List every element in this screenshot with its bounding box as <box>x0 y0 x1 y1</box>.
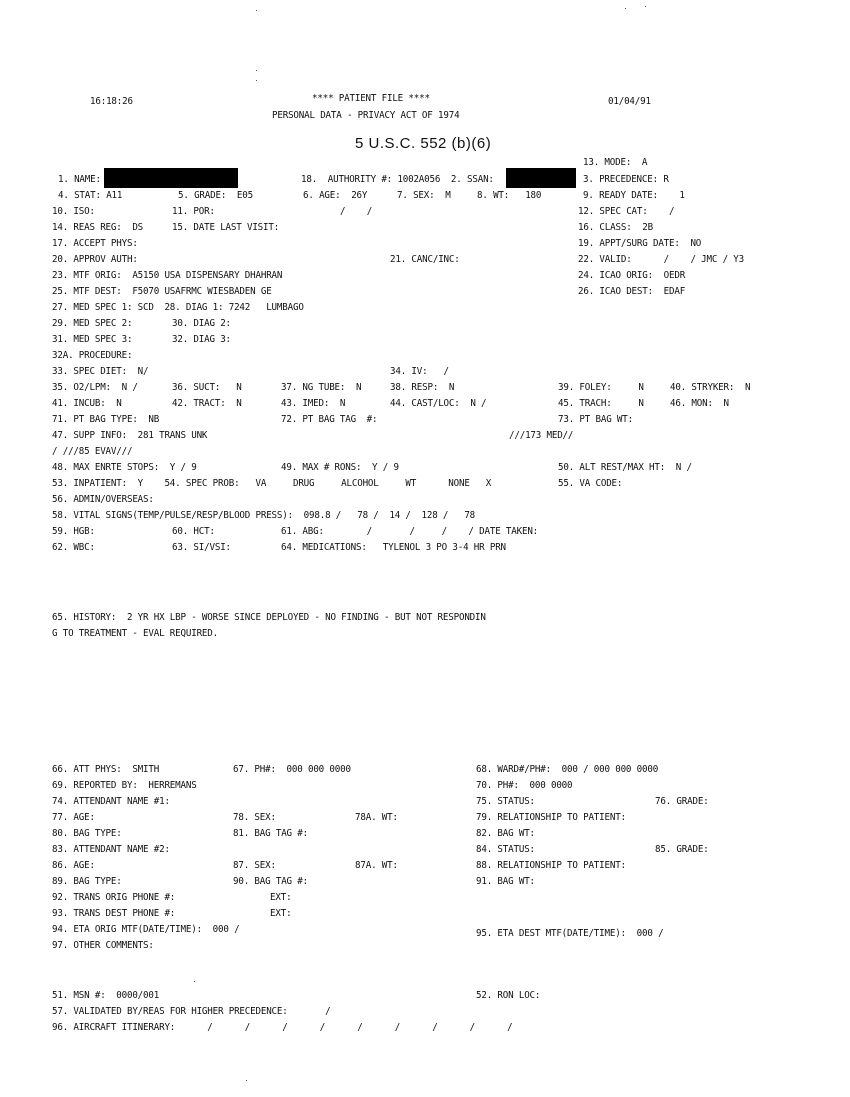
field-19-appt-surg-date: 19. APPT/SURG DATE: NO <box>578 238 702 249</box>
field-61-abg: 61. ABG: / / / / DATE TAKEN: <box>281 526 539 537</box>
field-11-por: 11. POR: <box>172 206 215 217</box>
field-59-hgb: 59. HGB: <box>52 526 95 537</box>
field-92-ext: EXT: <box>270 892 292 903</box>
field-10-slashes: / / <box>340 206 373 217</box>
field-87a-wt: 87A. WT: <box>355 860 398 871</box>
field-13-mode: 13. MODE: A <box>583 157 648 168</box>
scan-speck <box>246 1080 247 1081</box>
field-40-stryker: 40. STRYKER: N <box>670 382 751 393</box>
field-84-status: 84. STATUS: <box>476 844 535 855</box>
field-36-suct: 36. SUCT: N <box>172 382 242 393</box>
field-55-va-code: 55. VA CODE: <box>558 478 623 489</box>
field-20-approv-auth: 20. APPROV AUTH: <box>52 254 138 265</box>
field-77-age: 77. AGE: <box>52 812 95 823</box>
field-78-sex: 78. SEX: <box>233 812 276 823</box>
field-69-reported-by: 69. REPORTED BY: HERREMANS <box>52 780 197 791</box>
scan-speck <box>645 6 646 7</box>
field-8-wt: 8. WT: 180 <box>477 190 542 201</box>
field-30-diag-2: 30. DIAG 2: <box>172 318 231 329</box>
field-96-aircraft-itinerary: 96. AIRCRAFT ITINERARY: / / / / / / / / / <box>52 1022 513 1033</box>
field-32a-procedure: 32A. PROCEDURE: <box>52 350 133 361</box>
field-27-med-spec-1: 27. MED SPEC 1: SCD 28. DIAG 1: 7242 LUMBAGO <box>52 302 304 313</box>
field-31-med-spec-3: 31. MED SPEC 3: <box>52 334 133 345</box>
field-76-grade: 76. GRADE: <box>655 796 709 807</box>
field-89-bag-type: 89. BAG TYPE: <box>52 876 122 887</box>
field-53-inpatient: 53. INPATIENT: Y 54. SPEC PROB: VA DRUG ALCOHOL WT NONE X <box>52 478 492 489</box>
field-33-spec-diet: 33. SPEC DIET: N/ <box>52 366 149 377</box>
privacy-notice: PERSONAL DATA - PRIVACY ACT OF 1974 <box>272 110 460 121</box>
report-date: 01/04/91 <box>608 96 651 107</box>
field-83-attendant-name-2: 83. ATTENDANT NAME #2: <box>52 844 170 855</box>
field-72-pt-bag-tag: 72. PT BAG TAG #: <box>281 414 378 425</box>
field-50-alt-rest: 50. ALT REST/MAX HT: N / <box>558 462 692 473</box>
field-93-trans-dest-phone: 93. TRANS DEST PHONE #: <box>52 908 176 919</box>
field-4-stat: 4. STAT: A11 <box>58 190 123 201</box>
name-redaction <box>104 168 238 188</box>
field-85-grade: 85. GRADE: <box>655 844 709 855</box>
field-65-history-cont: G TO TREATMENT - EVAL REQUIRED. <box>52 628 219 639</box>
field-82-bag-wt: 82. BAG WT: <box>476 828 535 839</box>
field-43-imed: 43. IMED: N <box>281 398 346 409</box>
field-64-medications: 64. MEDICATIONS: TYLENOL 3 PO 3-4 HR PRN <box>281 542 506 553</box>
field-21-canc-inc: 21. CANC/INC: <box>390 254 460 265</box>
field-97-other-comments: 97. OTHER COMMENTS: <box>52 940 154 951</box>
field-48-max-enrte-stops: 48. MAX ENRTE STOPS: Y / 9 <box>52 462 197 473</box>
field-78a-wt: 78A. WT: <box>355 812 398 823</box>
field-79-relationship: 79. RELATIONSHIP TO PATIENT: <box>476 812 626 823</box>
field-25-mtf-dest: 25. MTF DEST: F5070 USAFRMC WIESBADEN GE <box>52 286 272 297</box>
report-title: **** PATIENT FILE **** <box>312 93 430 104</box>
field-49-max-rons: 49. MAX # RONS: Y / 9 <box>281 462 399 473</box>
field-42-tract: 42. TRACT: N <box>172 398 242 409</box>
field-63-si-vsi: 63. SI/VSI: <box>172 542 231 553</box>
field-32-diag-3: 32. DIAG 3: <box>172 334 231 345</box>
field-24-icao-orig: 24. ICAO ORIG: OEDR <box>578 270 686 281</box>
field-26-icao-dest: 26. ICAO DEST: EDAF <box>578 286 686 297</box>
scan-speck <box>256 70 257 71</box>
field-81-bag-tag: 81. BAG TAG #: <box>233 828 308 839</box>
field-17-accept-phys: 17. ACCEPT PHYS: <box>52 238 138 249</box>
field-52-ron-loc: 52. RON LOC: <box>476 990 541 1001</box>
report-time: 16:18:26 <box>90 96 133 107</box>
field-58-vital-signs: 58. VITAL SIGNS(TEMP/PULSE/RESP/BLOOD PRESS): 098.8 / 78 / 14 / 128 / 78 <box>52 510 476 521</box>
field-65-history: 65. HISTORY: 2 YR HX LBP - WORSE SINCE DEPLOYED - NO FINDING - BUT NOT RESPONDIN <box>52 612 486 623</box>
field-88-relationship: 88. RELATIONSHIP TO PATIENT: <box>476 860 626 871</box>
scan-speck <box>625 8 626 9</box>
field-16-class: 16. CLASS: 2B <box>578 222 653 233</box>
field-90-bag-tag: 90. BAG TAG #: <box>233 876 308 887</box>
field-1-name: 1. NAME: <box>58 174 101 185</box>
field-60-hct: 60. HCT: <box>172 526 215 537</box>
field-10-iso: 10. ISO: <box>52 206 95 217</box>
field-15-date-last-visit: 15. DATE LAST VISIT: <box>172 222 280 233</box>
field-37-ng-tube: 37. NG TUBE: N <box>281 382 362 393</box>
field-70-ph: 70. PH#: 000 0000 <box>476 780 573 791</box>
field-74-attendant-name-1: 74. ATTENDANT NAME #1: <box>52 796 170 807</box>
field-66-att-phys: 66. ATT PHYS: SMITH <box>52 764 160 775</box>
field-73-pt-bag-wt: 73. PT BAG WT: <box>558 414 633 425</box>
field-5-grade: 5. GRADE: E05 <box>178 190 253 201</box>
field-47-supp-info-cont2: / ///85 EVAV/// <box>52 446 133 457</box>
field-35-o2-lpm: 35. O2/LPM: N / <box>52 382 138 393</box>
field-56-admin-overseas: 56. ADMIN/OVERSEAS: <box>52 494 154 505</box>
scan-speck <box>194 981 195 982</box>
field-45-trach: 45. TRACH: N <box>558 398 644 409</box>
field-71-pt-bag-type: 71. PT BAG TYPE: NB <box>52 414 160 425</box>
field-14-reas-reg: 14. REAS REG: DS <box>52 222 144 233</box>
field-91-bag-wt: 91. BAG WT: <box>476 876 535 887</box>
field-18-authority: 18. AUTHORITY #: 1002A056 2. SSAN: <box>301 174 494 185</box>
field-75-status: 75. STATUS: <box>476 796 535 807</box>
field-94-eta-orig: 94. ETA ORIG MTF(DATE/TIME): 000 / <box>52 924 240 935</box>
field-57-validated-by: 57. VALIDATED BY/REAS FOR HIGHER PRECEDENCE: / <box>52 1006 331 1017</box>
field-95-eta-dest: 95. ETA DEST MTF(DATE/TIME): 000 / <box>476 928 664 939</box>
field-68-ward-ph: 68. WARD#/PH#: 000 / 000 000 0000 <box>476 764 659 775</box>
foia-exemption: 5 U.S.C. 552 (b)(6) <box>355 135 492 152</box>
field-80-bag-type: 80. BAG TYPE: <box>52 828 122 839</box>
field-92-trans-orig-phone: 92. TRANS ORIG PHONE #: <box>52 892 176 903</box>
field-34-iv: 34. IV: / <box>390 366 449 377</box>
field-38-resp: 38. RESP: N <box>390 382 455 393</box>
field-67-ph: 67. PH#: 000 000 0000 <box>233 764 351 775</box>
field-51-msn: 51. MSN #: 0000/001 <box>52 990 160 1001</box>
field-29-med-spec-2: 29. MED SPEC 2: <box>52 318 133 329</box>
field-6-age: 6. AGE: 26Y <box>303 190 368 201</box>
scan-speck <box>256 80 257 81</box>
field-87-sex: 87. SEX: <box>233 860 276 871</box>
field-12-spec-cat: 12. SPEC CAT: / <box>578 206 675 217</box>
field-47-supp-info: 47. SUPP INFO: 281 TRANS UNK <box>52 430 208 441</box>
field-7-sex: 7. SEX: M <box>397 190 451 201</box>
field-86-age: 86. AGE: <box>52 860 95 871</box>
field-23-mtf-orig: 23. MTF ORIG: A5150 USA DISPENSARY DHAHRAN <box>52 270 283 281</box>
field-62-wbc: 62. WBC: <box>52 542 95 553</box>
field-41-incub: 41. INCUB: N <box>52 398 122 409</box>
field-93-ext: EXT: <box>270 908 292 919</box>
field-39-foley: 39. FOLEY: N <box>558 382 644 393</box>
field-9-ready-date: 9. READY DATE: 1 <box>583 190 685 201</box>
field-3-precedence: 3. PRECEDENCE: R <box>583 174 669 185</box>
field-44-cast-loc: 44. CAST/LOC: N / <box>390 398 487 409</box>
field-47-supp-info-cont: ///173 MED// <box>509 430 574 441</box>
field-22-valid: 22. VALID: / / JMC / Y3 <box>578 254 745 265</box>
ssan-redaction <box>506 168 576 188</box>
field-46-mon: 46. MON: N <box>670 398 729 409</box>
scan-speck <box>256 10 257 11</box>
